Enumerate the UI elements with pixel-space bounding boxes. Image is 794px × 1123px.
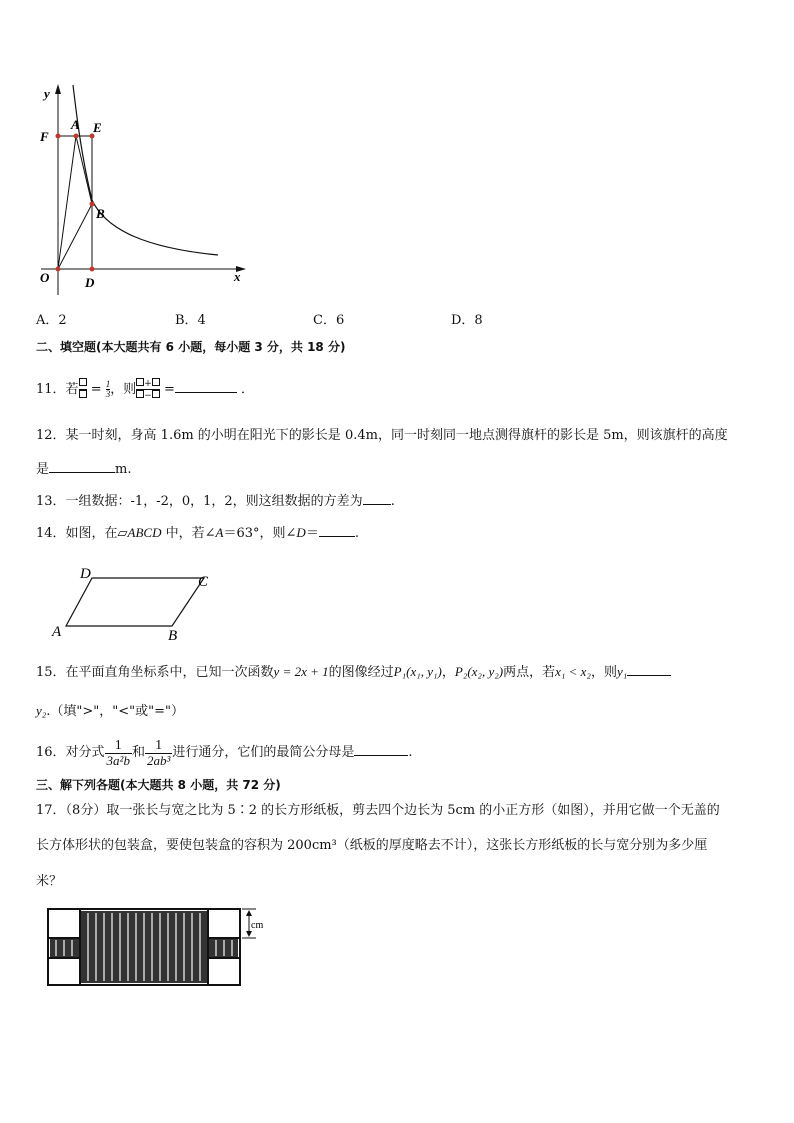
q15-mid2: 两点，若 <box>503 665 556 680</box>
q14-mid1: 中，若∠ <box>161 526 216 541</box>
q16-end: . <box>408 745 413 760</box>
y-axis-label: y <box>44 86 50 101</box>
q14-mid3: ＝ <box>305 526 319 541</box>
question-17-line2: 长方体形状的包装盒，要使包装盒的容积为 200cm³（纸板的厚度略去不计），这张长方形纸板的长与宽分别为多少厘 <box>36 838 708 853</box>
section-3-title: 三、解下列各题(本大题共 8 小题，共 72 分) <box>36 778 281 792</box>
option-b: B．4 <box>175 313 206 328</box>
q16-f2-num: 1 <box>155 737 163 753</box>
para-label-b: B <box>168 628 178 644</box>
question-15-line2 <box>36 702 184 721</box>
question-11 <box>36 378 254 401</box>
q16-fraction-1 <box>105 739 132 767</box>
q15-point-p1: P₁(x₁, y₁) <box>393 664 442 679</box>
q11-eq: = <box>90 382 102 397</box>
q16-f2-den: 2ab³ <box>146 752 171 768</box>
q15-answer-blank <box>627 661 671 676</box>
option-a: A．2 <box>36 313 67 328</box>
q13-end: . <box>390 494 395 509</box>
q15-sep: ， <box>441 665 455 680</box>
question-15-line1 <box>36 661 671 682</box>
q16-fraction-2 <box>145 739 172 767</box>
origin-label: O <box>40 270 50 285</box>
q13-answer-blank <box>363 490 391 505</box>
q16-f1-den: 3a²b <box>106 752 130 768</box>
q15-condition: x₁ < x₂ <box>555 664 591 679</box>
board-unit-label: cm <box>251 920 264 931</box>
q11-den: 3 <box>105 389 111 399</box>
q14-angle-a: A <box>215 525 224 540</box>
q14-abcd: ABCD <box>127 525 162 540</box>
q16-and: 和 <box>131 745 145 760</box>
q15-prefix: 15．在平面直角坐标系中，已知一次函数 <box>36 665 274 680</box>
para-label-d: D <box>80 566 91 582</box>
q15-y2: y₂ <box>36 703 47 718</box>
q15-mid3: ，则 <box>590 665 617 680</box>
q15-y1: y₁ <box>616 664 628 679</box>
q12-suffix: m. <box>115 462 132 477</box>
q11-answer-blank <box>175 378 237 393</box>
q16-mid: 进行通分，它们的最简公分母是 <box>172 745 355 760</box>
q14-mid2: ＝63°，则∠ <box>223 526 297 541</box>
point-f-label: F <box>40 129 49 144</box>
question-12-line2 <box>36 458 131 479</box>
question-17-line3: 米？ <box>36 874 63 889</box>
q11-prefix: 11．若 <box>36 382 79 397</box>
cardboard-figure <box>44 905 276 991</box>
q14-answer-blank <box>319 522 355 537</box>
question-14 <box>36 522 359 543</box>
option-c: C．6 <box>313 313 345 328</box>
option-d: D．8 <box>451 313 483 328</box>
q11-end: ． <box>240 382 254 397</box>
q11-mid: ，则 <box>110 382 137 397</box>
q14-angle-d: D <box>296 525 306 540</box>
question-13 <box>36 490 395 511</box>
q15-point-p2: P₂(x₂, y₂) <box>454 664 504 679</box>
q16-f1-num: 1 <box>114 737 122 753</box>
question-17-line1: 17．（8分）取一张长与宽之比为 5∶2 的长方形纸板，剪去四个边长为 5cm 的小正方形（如图），并用它做一个无盖的 <box>36 803 720 818</box>
point-e-label: E <box>93 120 102 135</box>
q14-prefix: 14．如图，在▱ <box>36 526 128 541</box>
q12-prefix: 是 <box>36 462 50 477</box>
x-axis-label: x <box>234 269 241 284</box>
point-d-label: D <box>85 275 95 290</box>
point-a-label: A <box>71 117 80 132</box>
point-b-label: B <box>96 206 105 221</box>
q11-frac-left <box>79 378 87 401</box>
section-2-title: 二、填空题(本大题共有 6 小题，每小题 3 分，共 18 分) <box>36 340 346 354</box>
para-label-c: C <box>198 574 209 590</box>
q13-text: 13．一组数据：-1，-2，0，1，2，则这组数据的方差为 <box>36 494 363 509</box>
q15-mid: 的图像经过 <box>328 665 394 680</box>
q16-prefix: 16．对分式 <box>36 745 105 760</box>
question-16 <box>36 735 413 771</box>
hyperbola-graph <box>36 80 256 300</box>
q12-answer-blank <box>49 458 115 473</box>
q11-frac-right: + − <box>136 378 160 401</box>
q14-end: . <box>354 526 359 541</box>
q11-num: 1 <box>105 379 111 389</box>
q16-answer-blank <box>354 741 408 756</box>
q15-hint: .（填">"，"<"或"="） <box>46 704 184 719</box>
q15-function: y = 2x + 1 <box>273 664 329 679</box>
parallelogram-figure <box>44 562 224 644</box>
question-12-line1: 12．某一时刻，身高 1.6m 的小明在阳光下的影长是 0.4m，同一时刻同一地点测得旗杆的影长是 5m，则该旗杆的高度 <box>36 428 728 443</box>
para-label-a: A <box>52 624 62 640</box>
q11-eq2: = <box>163 382 175 397</box>
